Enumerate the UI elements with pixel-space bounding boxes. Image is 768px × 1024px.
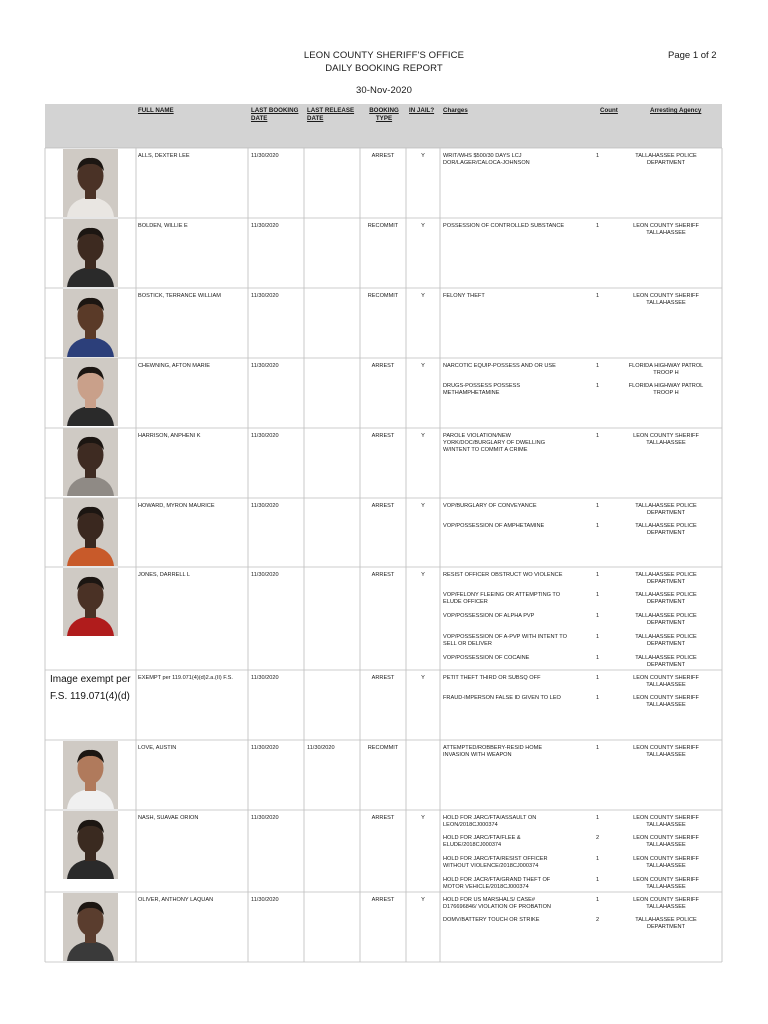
mugshot-photo bbox=[63, 358, 118, 426]
arresting-agency: FLORIDA HIGHWAY PATROL TROOP H bbox=[628, 363, 704, 376]
booking-date: 11/30/2020 bbox=[251, 572, 279, 578]
arresting-agency: LEON COUNTY SHERIFF TALLAHASSEE bbox=[633, 877, 699, 890]
full-name: EXEMPT per 119.071(4)(d)2.a.(II) F.S. bbox=[138, 675, 233, 681]
arresting-agency: TALLAHASSEE POLICE DEPARTMENT bbox=[635, 153, 697, 166]
charge-count: 1 bbox=[596, 877, 600, 883]
arresting-agency: TALLAHASSEE POLICE DEPARTMENT bbox=[635, 655, 697, 668]
arresting-agency: TALLAHASSEE POLICE DEPARTMENT bbox=[635, 613, 697, 626]
in-jail: Y bbox=[421, 293, 425, 299]
full-name: BOSTICK, TERRANCE WILLIAM bbox=[138, 293, 221, 299]
person-silhouette-icon bbox=[63, 149, 118, 217]
person-silhouette-icon bbox=[63, 358, 118, 426]
page-number: Page 1 of 2 bbox=[668, 50, 717, 61]
person-silhouette-icon bbox=[63, 498, 118, 566]
charge-count: 1 bbox=[596, 675, 600, 681]
booking-type: ARREST bbox=[371, 572, 395, 578]
charge-text: RESIST OFFICER OBSTRUCT WO VIOLENCE bbox=[443, 572, 563, 578]
person-silhouette-icon bbox=[63, 741, 118, 809]
charge-text: ATTEMPTED/ROBBERY-RESID HOME INVASION WITH WEAPON bbox=[443, 745, 543, 758]
charge-count: 1 bbox=[596, 572, 600, 578]
charge-count: 1 bbox=[596, 897, 600, 903]
booking-type: ARREST bbox=[371, 363, 395, 369]
booking-date: 11/30/2020 bbox=[251, 153, 279, 159]
person-silhouette-icon bbox=[63, 811, 118, 879]
in-jail: Y bbox=[421, 153, 425, 159]
arresting-agency: LEON COUNTY SHERIFF TALLAHASSEE bbox=[633, 745, 699, 758]
charge-count: 1 bbox=[596, 523, 600, 529]
release-date: 11/30/2020 bbox=[307, 745, 335, 751]
charge-text: HOLD FOR JARC/FTA/FLEE & ELUDE/2018CJ000374 bbox=[443, 835, 521, 848]
charge-text: NARCOTIC EQUIP-POSSESS AND OR USE bbox=[443, 363, 556, 369]
charge-text: WRIT/WHS $500/30 DAYS LCJ DOR/LAGER/CALOCA-JOHNSON bbox=[443, 153, 530, 166]
person-silhouette-icon bbox=[63, 289, 118, 357]
charge-text: FRAUD-IMPERSON FALSE ID GIVEN TO LEO bbox=[443, 695, 561, 701]
full-name: ALLS, DEXTER LEE bbox=[138, 153, 190, 159]
arresting-agency: LEON COUNTY SHERIFF TALLAHASSEE bbox=[633, 675, 699, 688]
full-name: LOVE, AUSTIN bbox=[138, 745, 177, 751]
full-name: CHEWNING, AFTON MARIE bbox=[138, 363, 210, 369]
full-name: OLIVER, ANTHONY LAQUAN bbox=[138, 897, 214, 903]
mugshot-photo bbox=[63, 149, 118, 217]
charge-text: VOP/POSSESSION OF ALPHA PVP bbox=[443, 613, 535, 619]
charge-text: FELONY THEFT bbox=[443, 293, 485, 299]
arresting-agency: TALLAHASSEE POLICE DEPARTMENT bbox=[635, 572, 697, 585]
arresting-agency: TALLAHASSEE POLICE DEPARTMENT bbox=[635, 917, 697, 930]
arresting-agency: TALLAHASSEE POLICE DEPARTMENT bbox=[635, 503, 697, 516]
arresting-agency: LEON COUNTY SHERIFF TALLAHASSEE bbox=[633, 695, 699, 708]
charge-count: 1 bbox=[596, 153, 600, 159]
booking-type: RECOMMIT bbox=[367, 223, 399, 229]
charge-text: VOP/POSSESSION OF COCAINE bbox=[443, 655, 530, 661]
in-jail: Y bbox=[421, 675, 425, 681]
in-jail: Y bbox=[421, 503, 425, 509]
col-full-name: FULL NAME bbox=[138, 107, 174, 114]
charge-text: DOMV/BATTERY TOUCH OR STRIKE bbox=[443, 917, 540, 923]
charge-text: HOLD FOR JACR/FTA/GRAND THEFT OF MOTOR VEHICLE/2018CJ000374 bbox=[443, 877, 551, 890]
charge-count: 2 bbox=[596, 917, 600, 923]
booking-type: ARREST bbox=[371, 897, 395, 903]
full-name: JONES, DARRELL L bbox=[138, 572, 191, 578]
mugshot-photo bbox=[63, 219, 118, 287]
booking-date: 11/30/2020 bbox=[251, 675, 279, 681]
mugshot-photo bbox=[63, 498, 118, 566]
report-title: DAILY BOOKING REPORT bbox=[325, 63, 443, 74]
charge-count: 1 bbox=[596, 613, 600, 619]
in-jail: Y bbox=[421, 815, 425, 821]
charge-text: VOP/BURGLARY OF CONVEYANCE bbox=[443, 503, 537, 509]
arresting-agency: LEON COUNTY SHERIFF TALLAHASSEE bbox=[633, 433, 699, 446]
arresting-agency: LEON COUNTY SHERIFF TALLAHASSEE bbox=[633, 897, 699, 910]
col-booking-type: BOOKING TYPE bbox=[369, 107, 399, 122]
arresting-agency: TALLAHASSEE POLICE DEPARTMENT bbox=[635, 592, 697, 605]
charge-count: 1 bbox=[596, 293, 600, 299]
booking-date: 11/30/2020 bbox=[251, 897, 279, 903]
col-arresting-agency: Arresting Agency bbox=[650, 107, 702, 114]
booking-date: 11/30/2020 bbox=[251, 363, 279, 369]
charge-text: HOLD FOR JARC/FTA/ASSAULT ON LEON/2018CJ000374 bbox=[443, 815, 537, 828]
mugshot-photo bbox=[63, 741, 118, 809]
charge-count: 1 bbox=[596, 815, 600, 821]
booking-date: 11/30/2020 bbox=[251, 503, 279, 509]
arresting-agency: LEON COUNTY SHERIFF TALLAHASSEE bbox=[633, 835, 699, 848]
in-jail: Y bbox=[421, 897, 425, 903]
charge-count: 1 bbox=[596, 695, 600, 701]
charge-count: 1 bbox=[596, 634, 600, 640]
full-name: NASH, SUAVAE ORION bbox=[138, 815, 199, 821]
arresting-agency: TALLAHASSEE POLICE DEPARTMENT bbox=[635, 634, 697, 647]
charge-text: DRUGS-POSSESS POSSESS METHAMPHETAMINE bbox=[443, 383, 521, 396]
booking-date: 11/30/2020 bbox=[251, 745, 279, 751]
col-last-release-date: LAST RELEASE DATE bbox=[307, 107, 355, 122]
arresting-agency: TALLAHASSEE POLICE DEPARTMENT bbox=[635, 523, 697, 536]
charge-count: 1 bbox=[596, 433, 600, 439]
photo-exempt-notice: Image exempt per F.S. 119.071(4)(d) bbox=[50, 674, 131, 702]
in-jail: Y bbox=[421, 572, 425, 578]
arresting-agency: LEON COUNTY SHERIFF TALLAHASSEE bbox=[633, 856, 699, 869]
charge-text: VOP/POSSESSION OF A-PVP WITH INTENT TO SELL OR DELIVER bbox=[443, 634, 567, 647]
charge-count: 1 bbox=[596, 856, 600, 862]
booking-date: 11/30/2020 bbox=[251, 815, 279, 821]
mugshot-photo bbox=[63, 811, 118, 879]
booking-date: 11/30/2020 bbox=[251, 433, 279, 439]
in-jail: Y bbox=[421, 363, 425, 369]
booking-type: ARREST bbox=[371, 815, 395, 821]
charge-count: 1 bbox=[596, 383, 600, 389]
arresting-agency: LEON COUNTY SHERIFF TALLAHASSEE bbox=[633, 815, 699, 828]
full-name: BOLDEN, WILLIE E bbox=[138, 223, 188, 229]
person-silhouette-icon bbox=[63, 568, 118, 636]
charge-count: 1 bbox=[596, 745, 600, 751]
report-date: 30-Nov-2020 bbox=[355, 85, 413, 96]
booking-date: 11/30/2020 bbox=[251, 293, 279, 299]
full-name: HARRISON, ANPHENI K bbox=[138, 433, 201, 439]
col-count: Count bbox=[600, 107, 618, 114]
mugshot-photo bbox=[63, 289, 118, 357]
in-jail: Y bbox=[421, 433, 425, 439]
booking-type: ARREST bbox=[371, 503, 395, 509]
report-agency: LEON COUNTY SHERIFF'S OFFICE bbox=[303, 50, 465, 61]
charge-text: HOLD FOR US MARSHALS/ CASE# D176696846/ VIOLATION OF PROBATION bbox=[443, 897, 551, 910]
charge-text: HOLD FOR JARC/FTA/RESIST OFFICER WITHOUT VIOLENCE/2018CJ000374 bbox=[443, 856, 548, 869]
mugshot-photo bbox=[63, 893, 118, 961]
arresting-agency: LEON COUNTY SHERIFF TALLAHASSEE bbox=[633, 223, 699, 236]
charge-count: 2 bbox=[596, 835, 600, 841]
mugshot-photo bbox=[63, 568, 118, 636]
col-last-booking-date: LAST BOOKING DATE bbox=[251, 107, 299, 122]
full-name: HOWARD, MYRON MAURICE bbox=[138, 503, 215, 509]
charge-text: VOP/FELONY FLEEING OR ATTEMPTING TO ELUDE OFFICER bbox=[443, 592, 561, 605]
booking-type: ARREST bbox=[371, 675, 395, 681]
charge-text: POSSESSION OF CONTROLLED SUBSTANCE bbox=[443, 223, 565, 229]
person-silhouette-icon bbox=[63, 428, 118, 496]
charge-text: PETIT THEFT THIRD OR SUBSQ OFF bbox=[443, 675, 541, 681]
charge-count: 1 bbox=[596, 363, 600, 369]
charge-text: PAROLE VIOLATION/NEW YORK/DOC/BURGLARY OF DWELLING W/INTENT TO COMMIT A CRIME bbox=[443, 433, 546, 453]
col-charges: Charges bbox=[443, 107, 468, 114]
arresting-agency: LEON COUNTY SHERIFF TALLAHASSEE bbox=[633, 293, 699, 306]
in-jail: Y bbox=[421, 223, 425, 229]
booking-date: 11/30/2020 bbox=[251, 223, 279, 229]
booking-type: ARREST bbox=[371, 433, 395, 439]
charge-count: 1 bbox=[596, 503, 600, 509]
charge-text: VOP/POSSESSION OF AMPHETAMINE bbox=[443, 523, 545, 529]
booking-type: RECOMMIT bbox=[367, 293, 399, 299]
person-silhouette-icon bbox=[63, 219, 118, 287]
charge-count: 1 bbox=[596, 223, 600, 229]
person-silhouette-icon bbox=[63, 893, 118, 961]
mugshot-photo bbox=[63, 428, 118, 496]
booking-type: ARREST bbox=[371, 153, 395, 159]
charge-count: 1 bbox=[596, 655, 600, 661]
col-in-jail: IN JAIL? bbox=[409, 107, 435, 114]
arresting-agency: FLORIDA HIGHWAY PATROL TROOP H bbox=[628, 383, 704, 396]
booking-type: RECOMMIT bbox=[367, 745, 399, 751]
charge-count: 1 bbox=[596, 592, 600, 598]
